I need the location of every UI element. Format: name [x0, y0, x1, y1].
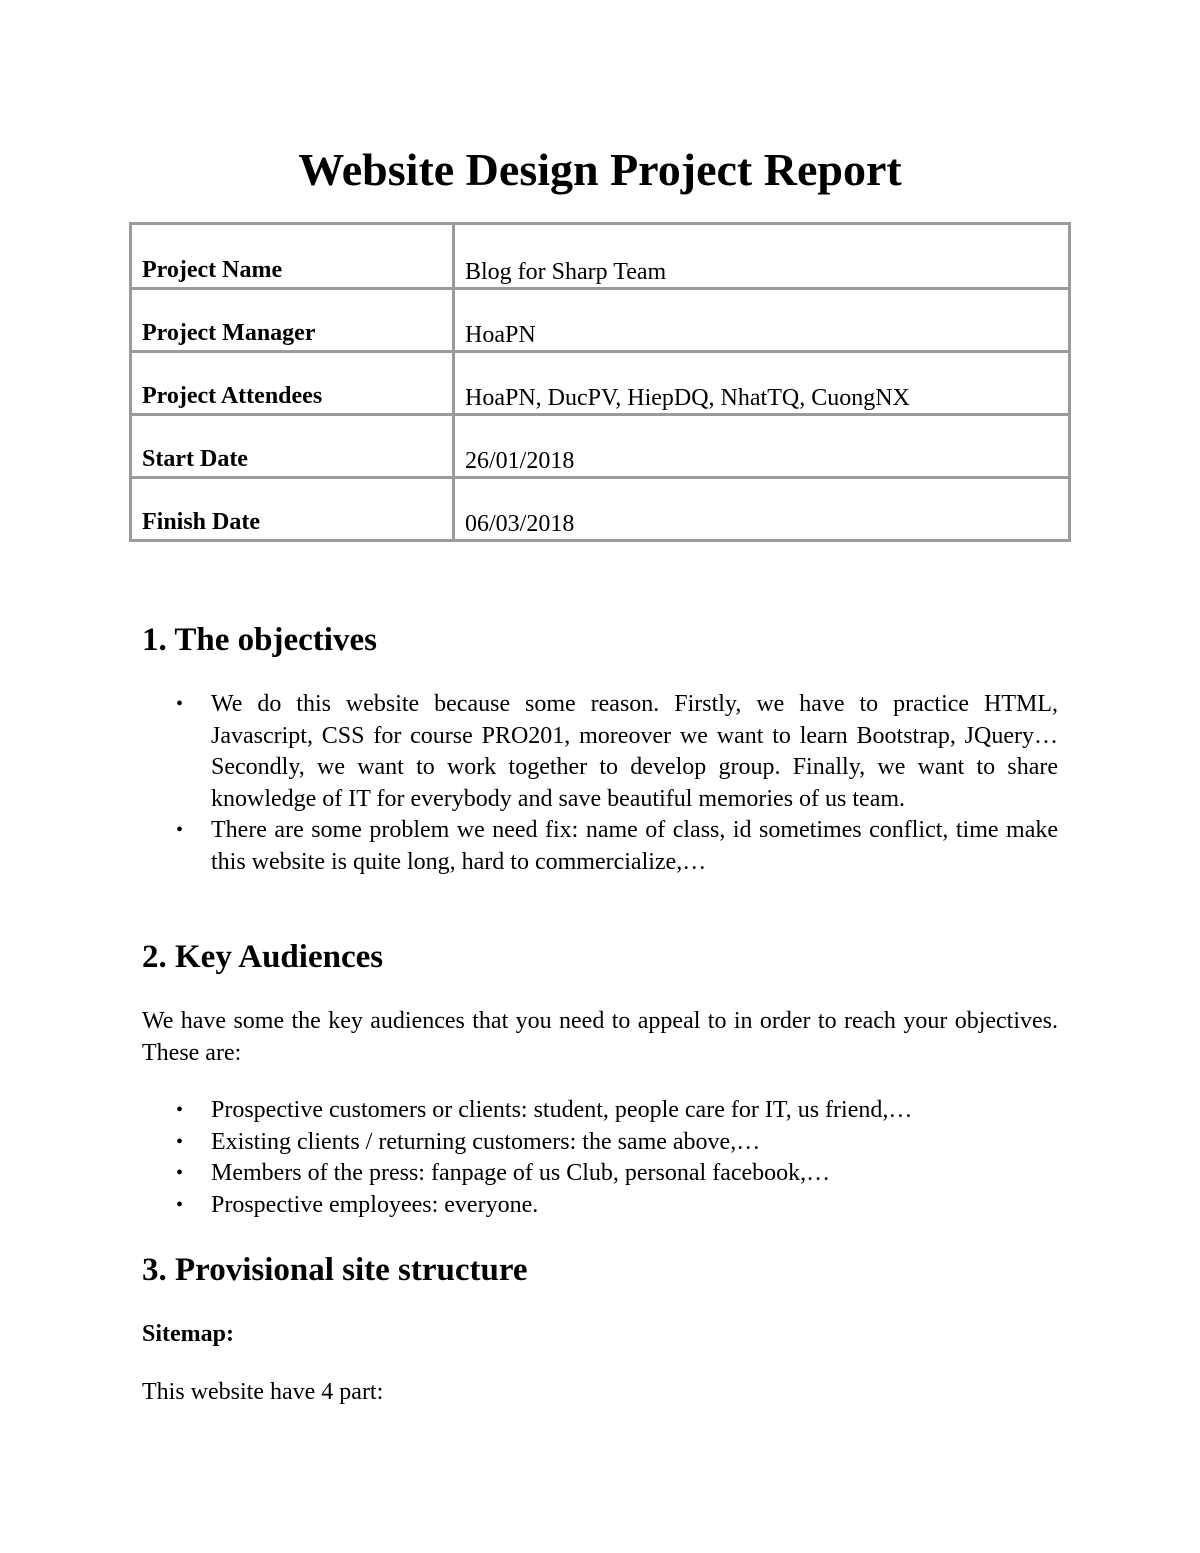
document-title: Website Design Project Report — [298, 144, 902, 195]
list-item — [142, 689, 1058, 815]
table-row — [131, 224, 1070, 289]
objectives-list — [142, 689, 1058, 878]
project-attendees-value: HoaPN, DucPV, HiepDQ, NhatTQ, CuongNX — [454, 352, 1070, 415]
list-item — [142, 1095, 1058, 1127]
objectives-heading: 1. The objectives — [142, 622, 377, 658]
project-name-label: Project Name — [131, 224, 454, 289]
bullet-icon: • — [176, 819, 184, 841]
table-row — [131, 415, 1070, 478]
list-item-text: There are some problem we need fix: name of class, id sometimes conflict, time make this website is quite long, hard to commercialize,… — [211, 817, 1058, 875]
list-item — [142, 1190, 1058, 1222]
project-attendees-label: Project Attendees — [131, 352, 454, 415]
start-date-value: 26/01/2018 — [454, 415, 1070, 478]
list-item-text: Members of the press: fanpage of us Club, personal facebook,… — [211, 1160, 831, 1186]
bullet-icon: • — [176, 1099, 184, 1121]
finish-date-value: 06/03/2018 — [454, 478, 1070, 541]
sitemap-label: Sitemap: — [142, 1321, 234, 1347]
structure-heading: 3. Provisional site structure — [142, 1252, 528, 1288]
table-row — [131, 289, 1070, 352]
project-manager-label: Project Manager — [131, 289, 454, 352]
list-item-text: We do this website because some reason. Firstly, we have to practice HTML, Javascript, CSS for course PRO201, moreover we want to learn Bootstrap, JQuery… Secondly, we want to work together to develop group. Finally, we want to share knowledge of IT for everybody and save beautiful memories of us team. — [211, 691, 1058, 812]
bullet-icon: • — [176, 1193, 184, 1216]
list-item — [142, 1158, 1058, 1190]
bullet-icon: • — [176, 1130, 184, 1153]
sitemap-text: This website have 4 part: — [142, 1379, 384, 1405]
list-item-text: Prospective employees: everyone. — [211, 1191, 539, 1218]
table-row — [131, 352, 1070, 415]
finish-date-label: Finish Date — [131, 478, 454, 541]
start-date-label: Start Date — [131, 415, 454, 478]
audiences-list — [142, 1095, 1058, 1221]
list-item — [142, 815, 1058, 878]
table-row — [131, 478, 1070, 541]
list-item — [142, 1127, 1058, 1159]
project-info-table — [129, 222, 1071, 542]
bullet-icon: • — [176, 693, 184, 715]
list-item-text: Prospective customers or clients: student, people care for IT, us friend,… — [211, 1097, 913, 1123]
list-item-text: Existing clients / returning customers: the same above,… — [211, 1128, 761, 1155]
project-name-value: Blog for Sharp Team — [454, 224, 1070, 289]
project-manager-value: HoaPN — [454, 289, 1070, 352]
audiences-intro: We have some the key audiences that you need to appeal to in order to reach your objectives. These are: — [142, 1008, 1058, 1066]
bullet-icon: • — [176, 1162, 184, 1184]
audiences-heading: 2. Key Audiences — [142, 939, 384, 975]
